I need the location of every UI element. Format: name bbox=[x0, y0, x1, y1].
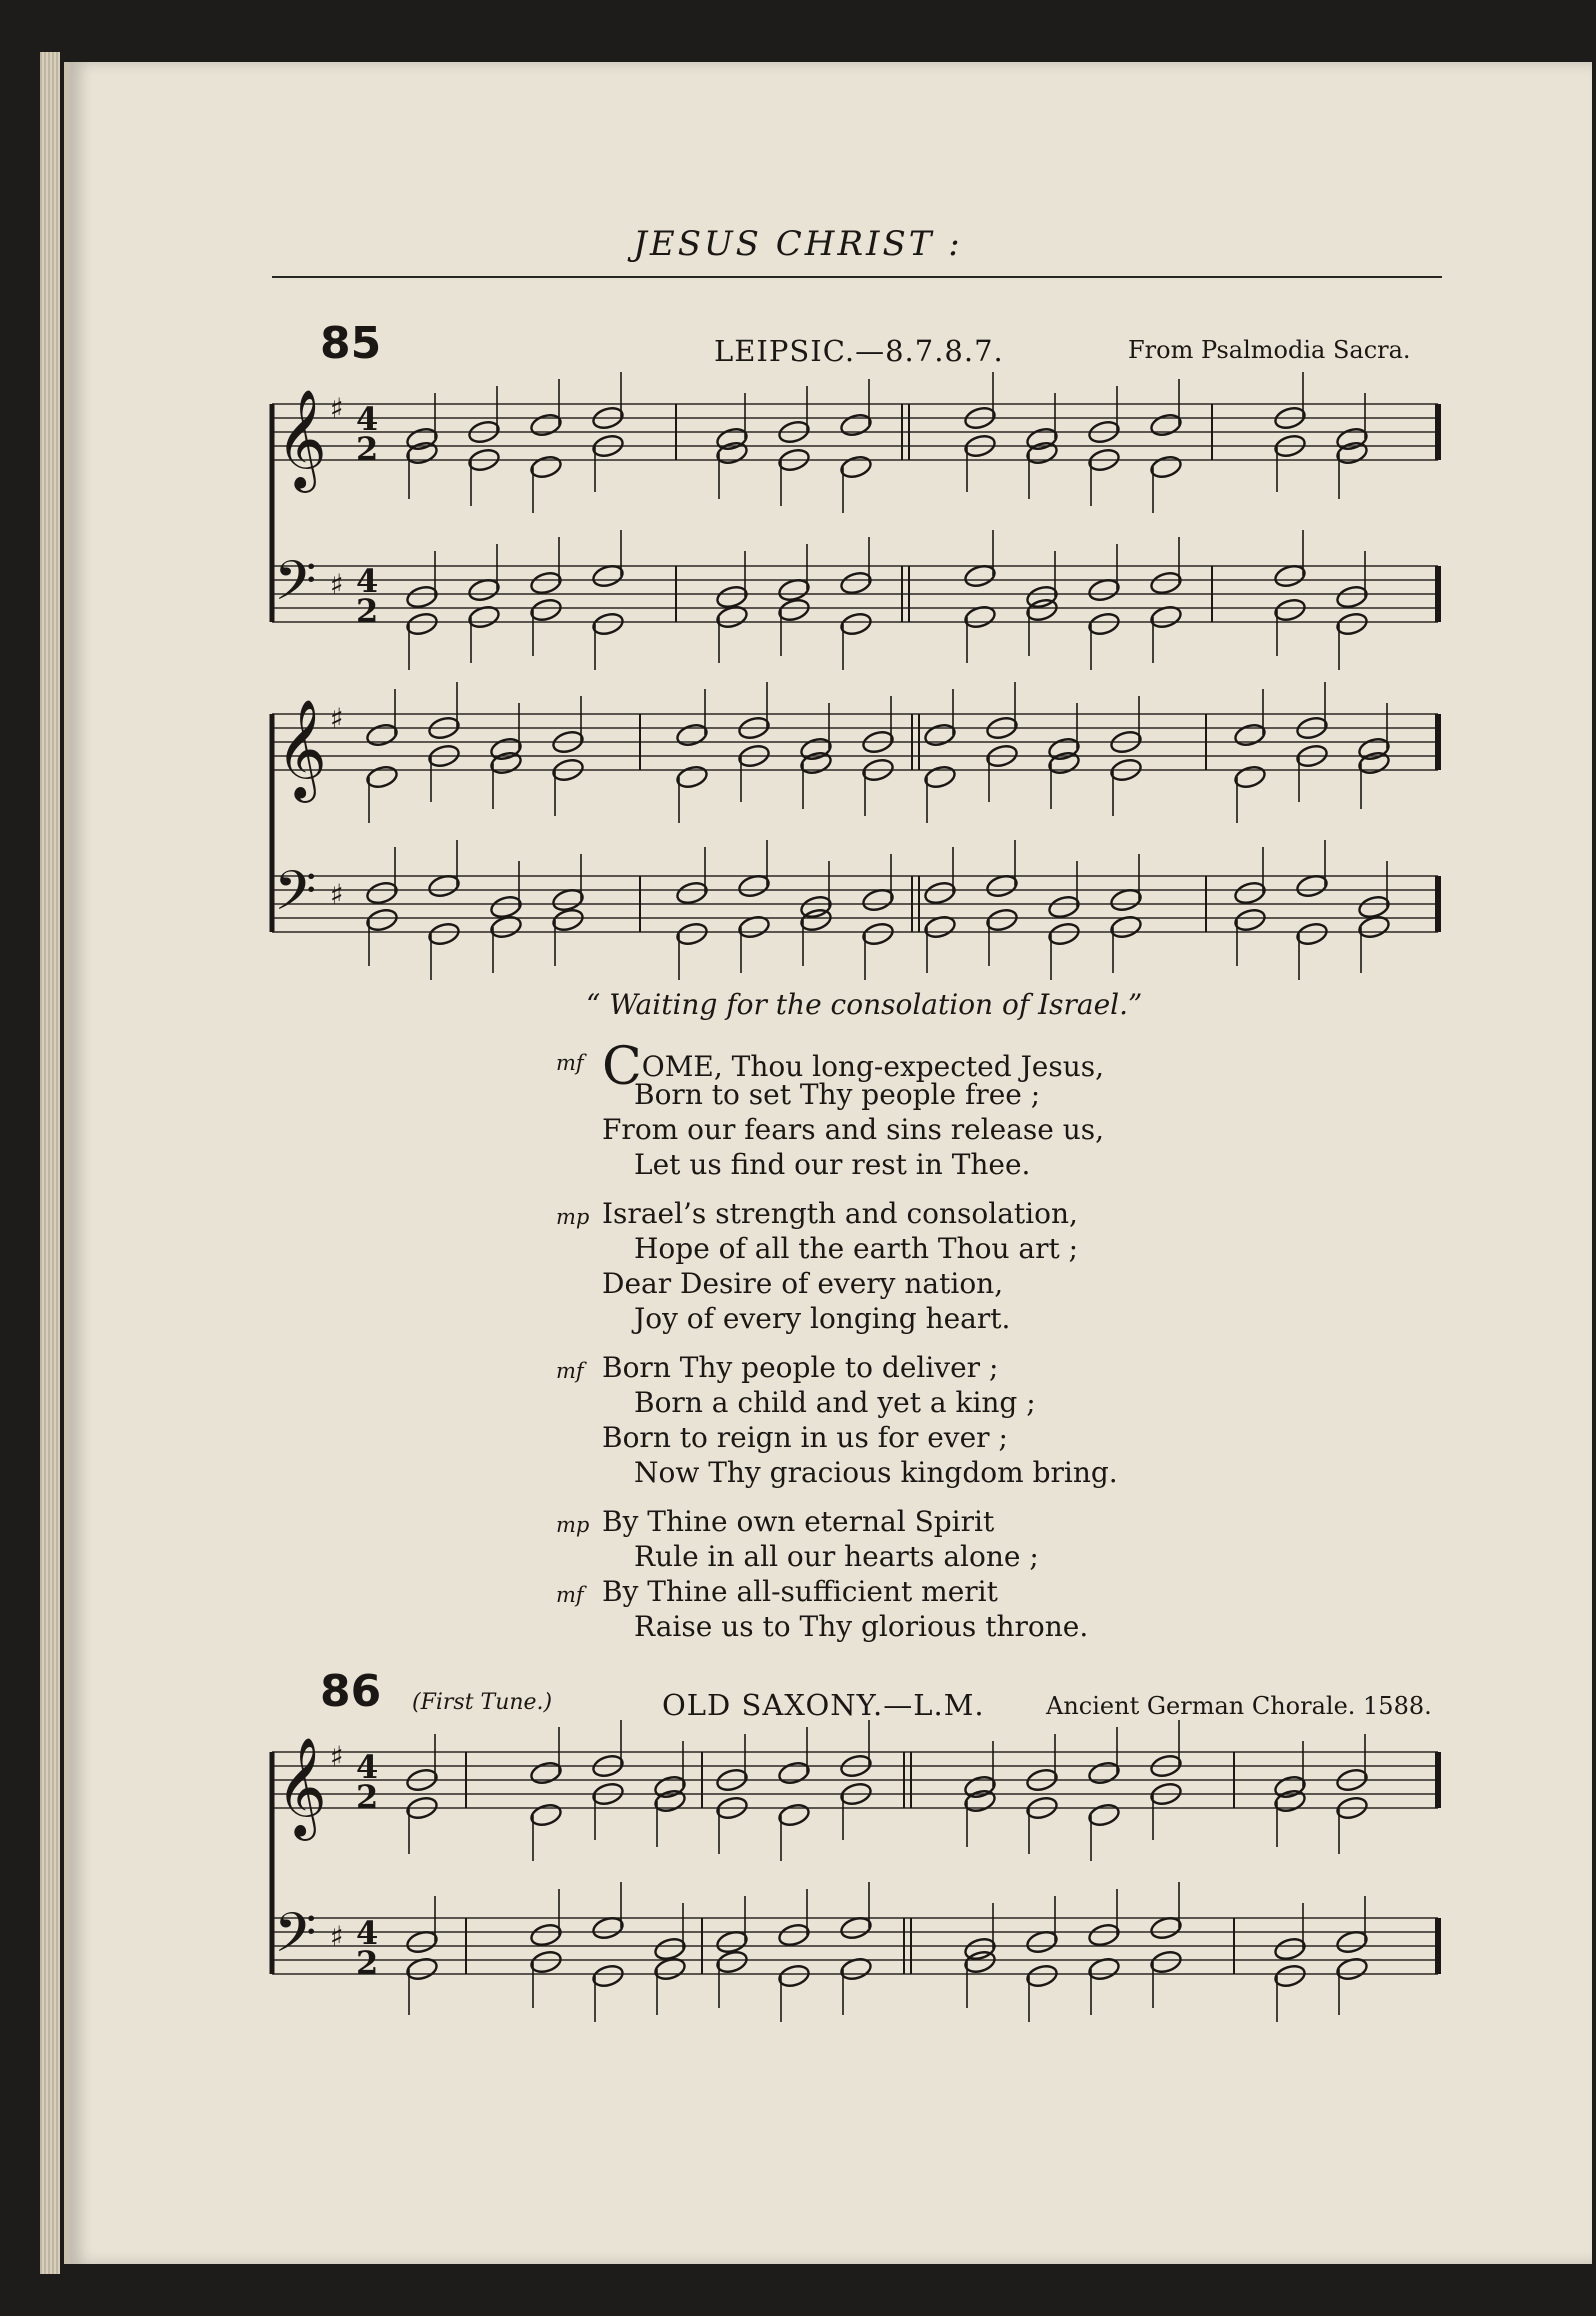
key-signature-sharp: ♯ bbox=[330, 1740, 344, 1773]
verse-text: From our fears and sins release us, bbox=[602, 1113, 1105, 1146]
alto-note bbox=[529, 1802, 563, 1828]
time-signature-top: 4 bbox=[356, 562, 379, 600]
verse-line bbox=[602, 1077, 1118, 1112]
stanza bbox=[556, 1196, 1118, 1336]
bass-note bbox=[365, 907, 399, 933]
tenor-note bbox=[839, 1915, 873, 1941]
verse-text: OME, Thou long-expected Jesus, bbox=[641, 1050, 1105, 1083]
bass-note bbox=[591, 1963, 625, 1989]
tenor-note bbox=[365, 880, 399, 906]
tenor-note bbox=[715, 1929, 749, 1955]
verse-text: Rule in all our hearts alone ; bbox=[634, 1540, 1039, 1573]
bass-note bbox=[405, 611, 439, 637]
dynamic-mark: mf bbox=[556, 1051, 584, 1075]
verse-text: Hope of all the earth Thou art ; bbox=[634, 1232, 1079, 1265]
tenor-note bbox=[1025, 1929, 1059, 1955]
soprano-note bbox=[839, 412, 873, 438]
key-signature-sharp: ♯ bbox=[330, 878, 344, 911]
verse-line bbox=[556, 1504, 1118, 1539]
treble-clef: 𝄞 bbox=[276, 1737, 327, 1837]
dynamic-mark: mp bbox=[556, 1205, 590, 1229]
alto-note bbox=[1233, 764, 1267, 790]
bass-note bbox=[1025, 1963, 1059, 1989]
tenor-note bbox=[427, 873, 461, 899]
bass-note bbox=[777, 597, 811, 623]
hymn-85-scripture-caption: “ Waiting for the consolation of Israel.” bbox=[586, 988, 1143, 1021]
tenor-note bbox=[737, 873, 771, 899]
verse-text: Let us find our rest in Thee. bbox=[634, 1148, 1031, 1181]
bass-note bbox=[675, 921, 709, 947]
tenor-note bbox=[1335, 584, 1369, 610]
soprano-note bbox=[1357, 736, 1391, 762]
soprano-note bbox=[799, 736, 833, 762]
alto-note bbox=[1335, 440, 1369, 466]
hymn-86-source: Ancient German Chorale. 1588. bbox=[1046, 1692, 1432, 1720]
bass-note bbox=[427, 921, 461, 947]
soprano-note bbox=[529, 412, 563, 438]
alto-note bbox=[1149, 454, 1183, 480]
soprano-note bbox=[653, 1774, 687, 1800]
verse-line bbox=[602, 1455, 1118, 1490]
tenor-note bbox=[405, 584, 439, 610]
verse-text: Now Thy gracious kingdom bring. bbox=[634, 1456, 1118, 1489]
alto-note bbox=[1025, 440, 1059, 466]
bass-note bbox=[529, 597, 563, 623]
verse-line bbox=[602, 1266, 1118, 1301]
dynamic-mark: mf bbox=[556, 1583, 584, 1607]
verse-line bbox=[556, 1574, 1118, 1609]
verse-text: Israel’s strength and consolation, bbox=[602, 1197, 1078, 1230]
alto-note bbox=[715, 440, 749, 466]
key-signature-sharp: ♯ bbox=[330, 702, 344, 735]
time-signature-bottom: 2 bbox=[356, 430, 379, 468]
alto-note bbox=[1357, 750, 1391, 776]
soprano-note bbox=[777, 1760, 811, 1786]
tenor-note bbox=[1047, 894, 1081, 920]
time-signature-top: 4 bbox=[356, 1914, 379, 1952]
time-signature-bottom: 2 bbox=[356, 1944, 379, 1982]
tenor-note bbox=[1149, 570, 1183, 596]
verse-line bbox=[602, 1539, 1118, 1574]
time-signature-bottom: 2 bbox=[356, 592, 379, 630]
tenor-note bbox=[777, 1922, 811, 1948]
tenor-note bbox=[467, 577, 501, 603]
bass-note bbox=[839, 611, 873, 637]
hymn-86-tune-name: OLD SAXONY.—L.M. bbox=[662, 1688, 985, 1722]
bass-note bbox=[715, 1949, 749, 1975]
bass-note bbox=[1273, 597, 1307, 623]
verse-text: By Thine own eternal Spirit bbox=[602, 1505, 995, 1538]
alto-note bbox=[365, 764, 399, 790]
tenor-note bbox=[777, 577, 811, 603]
verse-text: By Thine all-sufficient merit bbox=[602, 1575, 998, 1608]
bass-note bbox=[551, 907, 585, 933]
bass-note bbox=[1087, 611, 1121, 637]
alto-note bbox=[839, 454, 873, 480]
soprano-note bbox=[963, 1774, 997, 1800]
key-signature-sharp: ♯ bbox=[330, 1920, 344, 1953]
bass-note bbox=[529, 1949, 563, 1975]
soprano-note bbox=[675, 722, 709, 748]
alto-note bbox=[1273, 1788, 1307, 1814]
tenor-note bbox=[1233, 880, 1267, 906]
soprano-note bbox=[715, 426, 749, 452]
verse-text: Born to set Thy people free ; bbox=[634, 1078, 1041, 1111]
bass-clef: 𝄢 bbox=[274, 859, 317, 936]
alto-note bbox=[653, 1788, 687, 1814]
stanza bbox=[556, 1504, 1118, 1644]
verse-line bbox=[556, 1196, 1118, 1231]
bass-note bbox=[1295, 921, 1329, 947]
soprano-note bbox=[1335, 426, 1369, 452]
stanza bbox=[556, 1350, 1118, 1490]
tenor-note bbox=[529, 570, 563, 596]
alto-note bbox=[1087, 1802, 1121, 1828]
alto-note bbox=[963, 1788, 997, 1814]
bass-clef: 𝄢 bbox=[274, 549, 317, 626]
verse-line bbox=[602, 1420, 1118, 1455]
tenor-note bbox=[1149, 1915, 1183, 1941]
treble-clef: 𝄞 bbox=[276, 699, 327, 799]
soprano-note bbox=[1025, 426, 1059, 452]
key-signature-sharp: ♯ bbox=[330, 392, 344, 425]
verse-line bbox=[602, 1609, 1118, 1644]
tenor-note bbox=[675, 880, 709, 906]
soprano-note bbox=[405, 426, 439, 452]
bass-note bbox=[1047, 921, 1081, 947]
verse-text: Born Thy people to deliver ; bbox=[602, 1351, 999, 1384]
verse-line bbox=[602, 1385, 1118, 1420]
bass-note bbox=[1149, 1949, 1183, 1975]
hymn-85-tune-name: LEIPSIC.—8.7.8.7. bbox=[714, 334, 1004, 368]
soprano-note bbox=[365, 722, 399, 748]
tenor-note bbox=[405, 1929, 439, 1955]
tenor-note bbox=[1273, 1936, 1307, 1962]
time-signature-top: 4 bbox=[356, 1748, 379, 1786]
dynamic-mark: mp bbox=[556, 1513, 590, 1537]
alto-note bbox=[923, 764, 957, 790]
dynamic-mark: mf bbox=[556, 1359, 584, 1383]
key-signature-sharp: ♯ bbox=[330, 568, 344, 601]
verse-text: Born to reign in us for ever ; bbox=[602, 1421, 1008, 1454]
verse-text: Raise us to Thy glorious throne. bbox=[634, 1610, 1089, 1643]
tenor-note bbox=[923, 880, 957, 906]
tenor-note bbox=[529, 1922, 563, 1948]
bass-note bbox=[1233, 907, 1267, 933]
bass-note bbox=[591, 611, 625, 637]
tenor-note bbox=[653, 1936, 687, 1962]
verse-line bbox=[602, 1231, 1118, 1266]
tenor-note bbox=[1295, 873, 1329, 899]
running-head: JESUS CHRIST : bbox=[633, 224, 963, 264]
verse-text: Born a child and yet a king ; bbox=[634, 1386, 1036, 1419]
tenor-note bbox=[1109, 887, 1143, 913]
bass-note bbox=[985, 907, 1019, 933]
verse-line bbox=[602, 1301, 1118, 1336]
alto-note bbox=[489, 750, 523, 776]
hymn-85-source: From Psalmodia Sacra. bbox=[1128, 336, 1411, 364]
time-signature-bottom: 2 bbox=[356, 1778, 379, 1816]
tenor-note bbox=[489, 894, 523, 920]
tenor-note bbox=[715, 584, 749, 610]
verse-line bbox=[602, 1147, 1118, 1182]
alto-note bbox=[1047, 750, 1081, 776]
bass-note bbox=[777, 1963, 811, 1989]
soprano-note bbox=[1149, 412, 1183, 438]
verse-line bbox=[556, 1350, 1118, 1385]
tenor-note bbox=[839, 570, 873, 596]
verse-line bbox=[602, 1112, 1118, 1147]
soprano-note bbox=[529, 1760, 563, 1786]
tenor-note bbox=[1087, 577, 1121, 603]
verse-text: Joy of every longing heart. bbox=[634, 1302, 1011, 1335]
soprano-note bbox=[923, 722, 957, 748]
bass-clef: 𝄢 bbox=[274, 1901, 317, 1978]
alto-note bbox=[675, 764, 709, 790]
tenor-note bbox=[861, 887, 895, 913]
soprano-note bbox=[1047, 736, 1081, 762]
soprano-note bbox=[1233, 722, 1267, 748]
tenor-note bbox=[1357, 894, 1391, 920]
tenor-note bbox=[1087, 1922, 1121, 1948]
alto-note bbox=[777, 1802, 811, 1828]
soprano-note bbox=[1273, 1774, 1307, 1800]
verse-text: Dear Desire of every nation, bbox=[602, 1267, 1004, 1300]
hymn-86-number: 86 bbox=[320, 1666, 382, 1717]
hymn-86-tune-note: (First Tune.) bbox=[412, 1690, 553, 1715]
tenor-note bbox=[1335, 1929, 1369, 1955]
tenor-note bbox=[985, 873, 1019, 899]
tenor-note bbox=[591, 1915, 625, 1941]
hymn-85-verses bbox=[556, 1037, 1118, 1658]
time-signature-top: 4 bbox=[356, 400, 379, 438]
bass-note bbox=[1335, 611, 1369, 637]
stanza bbox=[556, 1037, 1118, 1182]
drop-cap: C bbox=[602, 1037, 642, 1097]
tenor-note bbox=[963, 563, 997, 589]
bass-note bbox=[861, 921, 895, 947]
soprano-note bbox=[1087, 1760, 1121, 1786]
alto-note bbox=[405, 440, 439, 466]
tenor-note bbox=[551, 887, 585, 913]
hymn-85-number: 85 bbox=[320, 318, 382, 369]
alto-note bbox=[799, 750, 833, 776]
alto-note bbox=[529, 454, 563, 480]
treble-clef: 𝄞 bbox=[276, 389, 327, 489]
bass-note bbox=[1273, 1963, 1307, 1989]
tenor-note bbox=[1273, 563, 1307, 589]
soprano-note bbox=[489, 736, 523, 762]
tenor-note bbox=[591, 563, 625, 589]
